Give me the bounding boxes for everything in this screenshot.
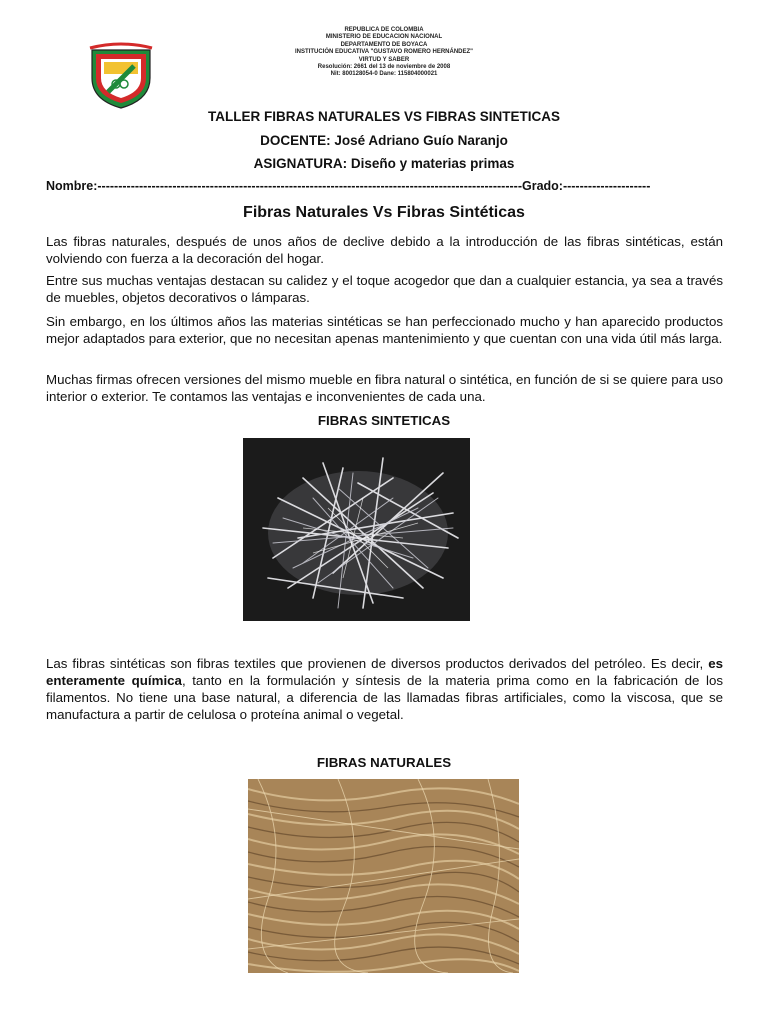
letterhead-line: VIRTUD Y SABER [358, 56, 410, 63]
workshop-title: TALLER FIBRAS NATURALES VS FIBRAS SINTETICAS [207, 109, 560, 124]
synthetic-text-bold: es enteramente química [46, 656, 723, 688]
intro-paragraph: Sin embargo, en los últimos años las materias sintéticas se han perfeccionado mucho y han aparecido productos mejor adaptados para exterior, que no necesitan apenas mantenimiento y que cuentan con una vida útil más larga. [46, 314, 723, 346]
letterhead-line: REPUBLICA DE COLOMBIA [344, 27, 424, 33]
intro-paragraph: Entre sus muchas ventajas destacan su calidez y el toque acogedor que dan a cualquier estancia, ya sea a través de muebles, objetos decorativos o lámparas. [46, 273, 723, 305]
asignatura-label: ASIGNATURA: [253, 156, 348, 171]
school-crest-icon [86, 42, 156, 110]
asignatura-line [0, 156, 768, 171]
natural-fibers-photo [248, 779, 519, 973]
synthetic-text-start: Las fibras sintéticas son fibras textiles que provienen de diversos productos derivados del petróleo. Es decir, [46, 656, 709, 671]
synthetic-paragraph [46, 655, 723, 723]
synthetic-fibers-photo [243, 438, 470, 621]
intro-paragraph: Las fibras naturales, después de unos años de declive debido a la introducción de las fibras sintéticas, están volviendo con fuerza a la decoración del hogar. [46, 234, 723, 266]
letterhead-line: Resolución: 2661 del 13 de noviembre de 2008 [317, 64, 451, 71]
synthetic-text-end: , tanto en la formulación y síntesis de la materia prima como en la fabricación de los filamentos. No tiene una base natural, a diferencia de las llamadas fibras artificiales, como la viscosa, que se manufactura a partir de celulosa o proteína animal o vegetal. [46, 673, 724, 722]
letterhead [250, 27, 518, 79]
natural-heading: FIBRAS NATURALES [316, 755, 452, 770]
docente-name: José Adriano Guío Naranjo [334, 133, 508, 148]
nombre-grado-line: Nombre:------------------------------------------------------------------------------------------------------Grado:--------------------- [46, 179, 651, 193]
asignatura-name: Diseño y materias primas [350, 156, 515, 171]
main-title: Fibras Naturales Vs Fibras Sintéticas [243, 204, 525, 221]
letterhead-line: DEPARTAMENTO DE BOYACA [340, 41, 428, 48]
synthetic-heading: FIBRAS SINTETICAS [317, 413, 451, 428]
letterhead-line: INSTITUCIÓN EDUCATIVA "GUSTAVO ROMERO HERNÁNDEZ" [294, 49, 474, 56]
intro-paragraph: Muchas firmas ofrecen versiones del mismo mueble en fibra natural o sintética, en función de si se quiere para uso interior o exterior. Te contamos las ventajas e inconvenientes de cada una. [46, 372, 724, 404]
letterhead-line: Nit: 800128054-0 Dane: 115804000021 [330, 71, 438, 78]
docente-label: DOCENTE: [260, 133, 331, 148]
letterhead-line: MINISTERIO DE EDUCACION NACIONAL [325, 34, 443, 41]
docente-line [0, 133, 768, 148]
